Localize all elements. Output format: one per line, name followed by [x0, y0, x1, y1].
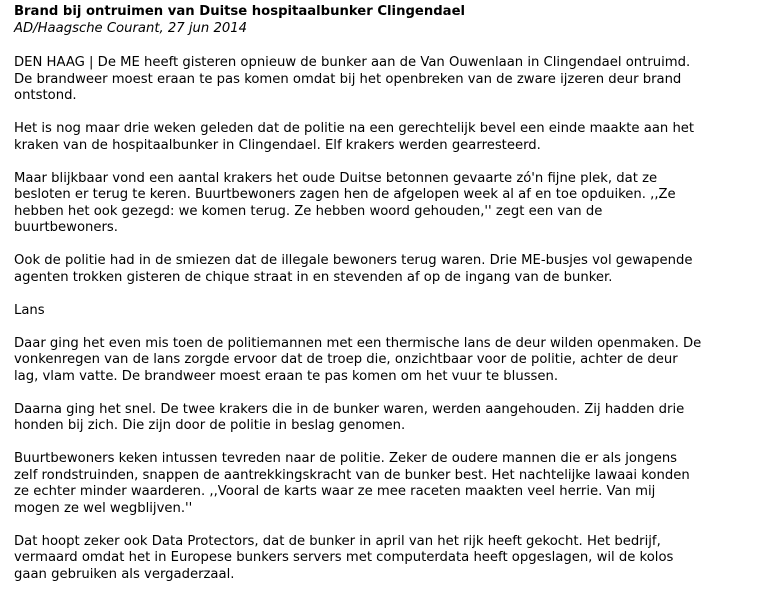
paragraph-line: besloten er terug te keren. Buurtbewoners zagen hen de afgelopen week al af en toe opduiken. ,,Ze [14, 187, 676, 202]
paragraph-line: vermaard omdat het in Europese bunkers servers met computerdata heeft opgeslagen, wil de kolos [14, 550, 674, 565]
article-byline: AD/Haagsche Courant, 27 jun 2014 [14, 21, 248, 36]
paragraph-line: buurtbewoners. [14, 220, 118, 235]
article-paragraph [14, 121, 758, 154]
paragraph-line: ze echter minder waarderen. ,,Vooral de karts waar ze mee raceten maakten veel herrie. Van mij [14, 484, 656, 499]
paragraph-line: kraken van de hospitaalbunker in Clingendael. Elf krakers werden gearresteerd. [14, 137, 541, 153]
paragraph-line: mogen ze wel wegblijven.'' [14, 500, 193, 516]
paragraph-line: ontstond. [14, 88, 77, 103]
article-headline: Brand bij ontruimen van Duitse hospitaalbunker Clingendael [14, 4, 466, 19]
article-paragraph [14, 336, 758, 386]
paragraph-line: gaan gebruiken als vergaderzaal. [14, 566, 235, 582]
article-paragraph [14, 402, 758, 435]
paragraph-line: Maar blijkbaar vond een aantal krakers het oude Duitse betonnen gevaarte zó'n fijne plek, dat ze [14, 170, 658, 186]
article-paragraph [14, 55, 758, 105]
paragraph-line: De brandweer moest eraan te pas komen omdat bij het openbreken van de zware ijzeren deur brand [14, 71, 682, 87]
paragraph-line: Daar ging het even mis toen de politiemannen met een thermische lans de deur wilden openmaken. De [14, 335, 702, 351]
paragraph-line: Het is nog maar drie weken geleden dat de politie na een gerechtelijk bevel een einde maakte aan het [14, 121, 695, 136]
article-body [14, 55, 758, 583]
paragraph-line: Ook de politie had in de smiezen dat de illegale bewoners terug waren. Drie ME-busjes vol gewapende [14, 253, 693, 268]
paragraph-line: lag, vlam vatte. De brandweer moest eraan te pas komen om het vuur te blussen. [14, 368, 559, 384]
article-paragraph [14, 303, 758, 320]
paragraph-line: zelf rondstruinden, snappen de aantrekkingskracht van de bunker best. Het nachtelijke lawaai konden [14, 467, 690, 483]
paragraph-line: Lans [14, 302, 45, 318]
paragraph-line: vonkenregen van de lans zorgde ervoor dat de troep die, onzichtbaar voor de politie, achter de deur [14, 352, 678, 367]
article-paragraph [14, 253, 758, 286]
paragraph-line: hebben het ook gezegd: we komen terug. Ze hebben woord gehouden,'' zegt een van de [14, 203, 603, 219]
paragraph-line: Buurtbewoners keken intussen tevreden naar de politie. Zeker de oudere mannen die er als jongens [14, 451, 678, 466]
paragraph-line: agenten trokken gisteren de chique straat in en stevenden af op de ingang van de bunker. [14, 269, 613, 285]
article-paragraph [14, 534, 758, 584]
paragraph-line: DEN HAAG | De ME heeft gisteren opnieuw de bunker aan de Van Ouwenlaan in Clingendael ontruimd. [14, 55, 691, 70]
article-paragraph [14, 451, 758, 517]
paragraph-line: Dat hoopt zeker ook Data Protectors, dat de bunker in april van het rijk heeft gekocht. Het bedrijf, [14, 533, 661, 549]
paragraph-line: Daarna ging het snel. De twee krakers die in de bunker waren, werden aangehouden. Zij hadden drie [14, 401, 685, 417]
article-paragraph [14, 171, 758, 237]
news-article [14, 3, 758, 600]
paragraph-line: honden bij zich. Die zijn door de politie in beslag genomen. [14, 418, 406, 433]
